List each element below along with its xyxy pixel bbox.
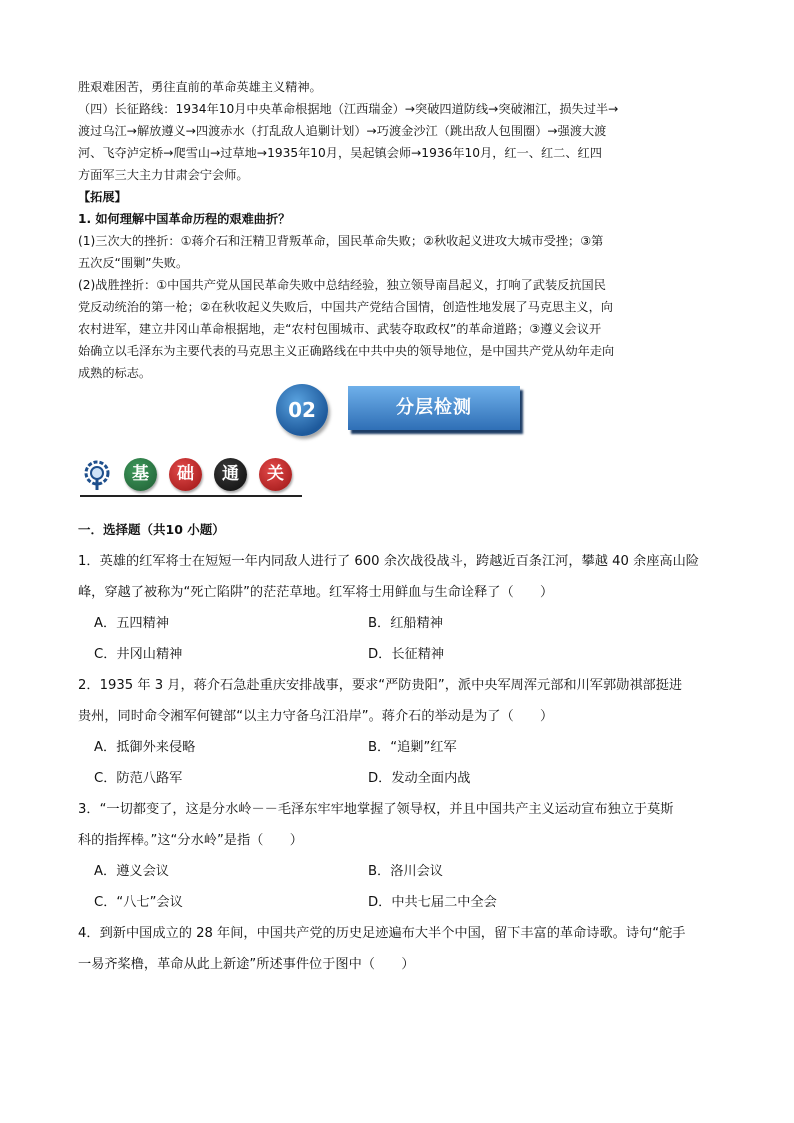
extend-heading: 【拓展】 — [78, 190, 127, 204]
option-c[interactable]: C．井冈山精神 — [94, 647, 183, 662]
option-a[interactable]: A．遵义会议 — [94, 864, 169, 879]
option-b[interactable]: B．“追剿”红军 — [368, 740, 457, 755]
gear-magnifier-icon — [82, 460, 112, 490]
question-2-options — [94, 732, 714, 794]
option-c[interactable]: C．防范八路军 — [94, 771, 183, 786]
section-title: 一．选择题（共10 小题） — [78, 522, 225, 537]
question-3-options — [94, 856, 714, 918]
question-line: 峰，穿越了被称为“死亡陷阱”的茫茫草地。红军将士用鲜血与生命诠释了（ ） — [78, 585, 554, 600]
text-line: （四）长征路线：1934年10月中央革命根据地（江西瑞金）→突破四道防线→突破湘江，损失过半→ — [78, 102, 619, 116]
text-line: 始确立以毛泽东为主要代表的马克思主义正确路线在中共中央的领导地位，是中国共产党从幼年走向 — [78, 344, 615, 358]
text-line: 农村进军，建立井冈山革命根据地，走“农村包围城市、武装夺取政权”的革命道路；③遵义会议开 — [78, 322, 602, 336]
question-line: 2．1935 年 3 月，蒋介石急赴重庆安排战事，要求“严防贵阳”，派中央军周浑元部和川军郭勋祺部挺进 — [78, 678, 683, 693]
section-banner — [276, 384, 522, 436]
option-d[interactable]: D．发动全面内战 — [368, 771, 471, 786]
question-line: 4．到新中国成立的 28 年间，中国共产党的历史足迹遍布大半个中国，留下丰富的革命诗歌。诗句“舵手 — [78, 926, 686, 941]
text-line: 渡过乌江→解放遵义→四渡赤水（打乱敌人追剿计划）→巧渡金沙江（跳出敌人包围圈）→强渡大渡 — [78, 124, 607, 138]
text-line: 胜艰难困苦，勇往直前的革命英雄主义精神。 — [78, 80, 322, 94]
text-line: 党反动统治的第一枪；②在秋收起义失败后，中国共产党结合国情，创造性地发展了马克思主义，向 — [78, 300, 613, 314]
heading-underline — [80, 495, 302, 497]
option-a[interactable]: A．五四精神 — [94, 616, 169, 631]
question-line: 1．英雄的红军将士在短短一年内同敌人进行了 600 余次战役战斗，跨越近百条江河，攀越 40 余座高山险 — [78, 554, 699, 569]
level-char-ji: 基 — [124, 458, 157, 491]
level-heading — [80, 456, 304, 498]
option-d[interactable]: D．中共七届二中全会 — [368, 895, 497, 910]
option-b[interactable]: B．红船精神 — [368, 616, 443, 631]
question-4 — [78, 918, 724, 980]
question-1-options — [94, 608, 714, 670]
question-3 — [78, 794, 724, 856]
question-2 — [78, 670, 724, 732]
option-b[interactable]: B．洛川会议 — [368, 864, 443, 879]
text-line: 河、飞夺泸定桥→爬雪山→过草地→1935年10月，吴起镇会师→1936年10月，红一、红二、红四 — [78, 146, 602, 160]
text-line: 方面军三大主力甘肃会宁会师。 — [78, 168, 249, 182]
question-1 — [78, 546, 724, 608]
banner-label: 分层检测 — [348, 386, 520, 430]
question-line: 贵州，同时命令湘军何键部“以主力守备乌江沿岸”。蒋介石的举动是为了（ ） — [78, 709, 554, 724]
level-char-guan: 关 — [259, 458, 292, 491]
banner-number: 02 — [276, 384, 328, 436]
text-line: 五次反“围剿”失败。 — [78, 256, 189, 270]
top-paragraph — [78, 76, 724, 384]
text-line: (1)三次大的挫折：①蒋介石和汪精卫背叛革命，国民革命失败；②秋收起义进攻大城市受挫；③第 — [78, 234, 604, 248]
extend-question: 1. 如何理解中国革命历程的艰难曲折？ — [78, 212, 291, 226]
level-char-chu: 础 — [169, 458, 202, 491]
option-a[interactable]: A．抵御外来侵略 — [94, 740, 196, 755]
option-c[interactable]: C．“八七”会议 — [94, 895, 183, 910]
level-char-tong: 通 — [214, 458, 247, 491]
option-d[interactable]: D．长征精神 — [368, 647, 445, 662]
text-line: 成熟的标志。 — [78, 366, 152, 380]
question-line: 3．“一切都变了，这是分水岭－－毛泽东牢牢地掌握了领导权，并且中国共产主义运动宣布独立于莫斯 — [78, 802, 674, 817]
question-line: 一易齐桨橹，革命从此上新途”所述事件位于图中（ ） — [78, 957, 415, 972]
question-line: 科的指挥棒。”这“分水岭”是指（ ） — [78, 833, 303, 848]
text-line: (2)战胜挫折：①中国共产党从国民革命失败中总结经验，独立领导南昌起义，打响了武装反抗国民 — [78, 278, 606, 292]
